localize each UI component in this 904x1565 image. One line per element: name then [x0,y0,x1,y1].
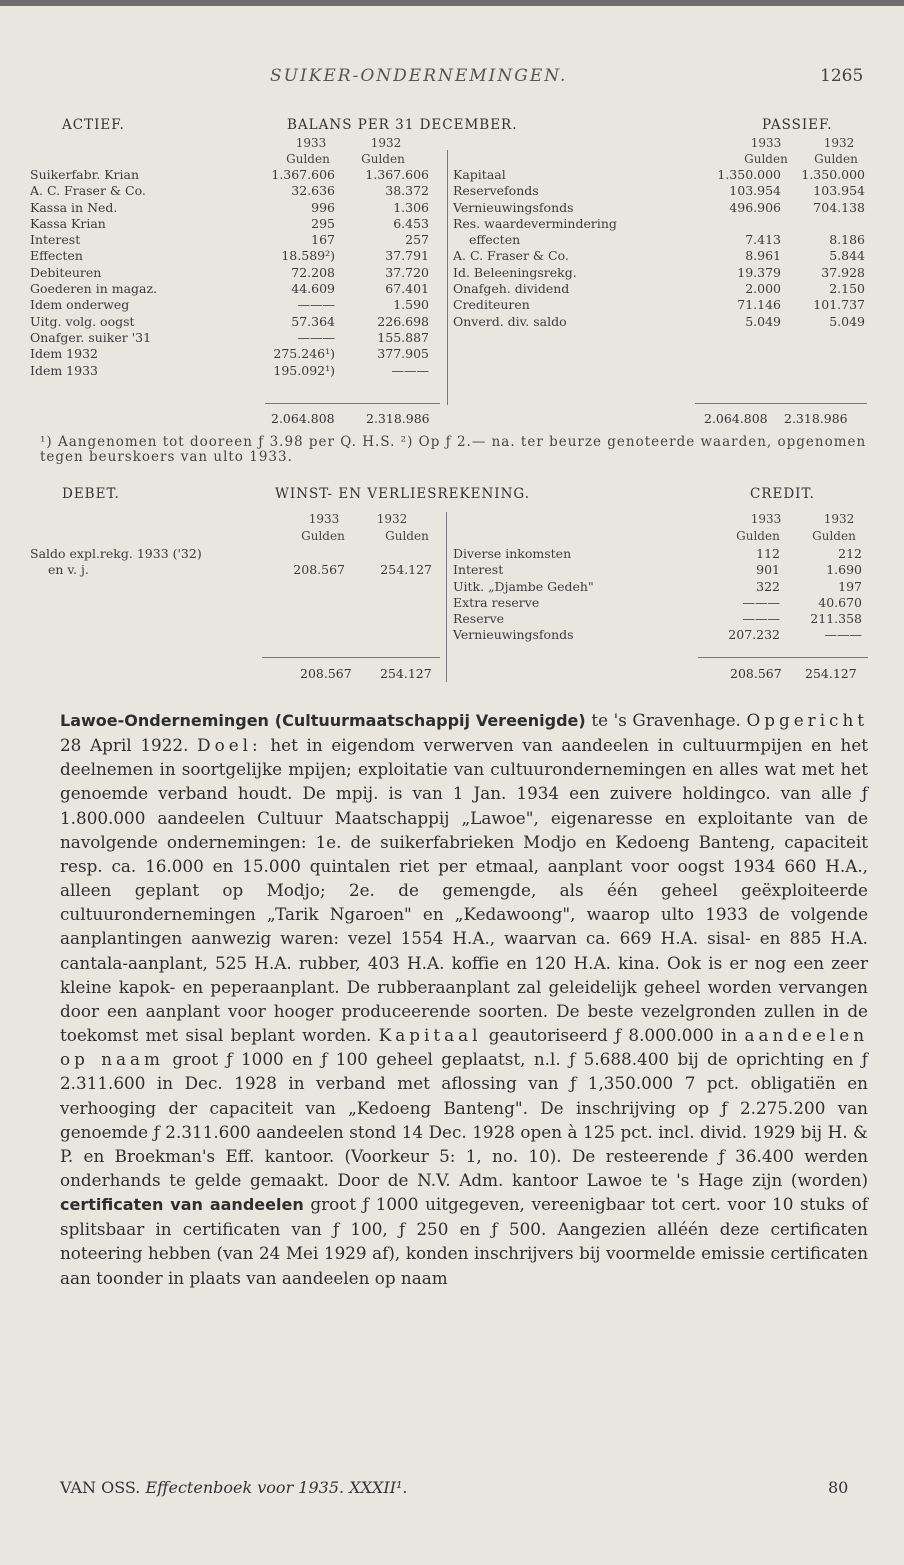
page-top-edge [0,0,904,6]
table-row: Interest 901 1.690 [453,562,862,578]
credit-unit-1933: Gulden [736,529,780,543]
table-row: Reservefonds 103.954 103.954 [453,183,865,199]
passief-total-1933: 2.064.808 [704,411,768,426]
company-name: Lawoe-Ondernemingen (Cultuurmaatschappij Vereenigde) [60,711,586,730]
doel-label: Doel: [197,735,262,756]
running-head [0,66,904,90]
footer-page: 80 [828,1478,849,1497]
actief-unit-1932: Gulden [361,152,405,166]
table-row: Kapitaal 1.350.000 1.350.000 [453,167,865,182]
opgericht-label: Opgericht [746,710,869,730]
passief-label: PASSIEF. [762,117,833,133]
table-row: Onverd. div. saldo 5.049 5.049 [453,313,865,329]
table-row: effecten 7.413 8.186 [469,232,865,248]
table-row: Saldo expl.rekg. 1933 ('32) [30,546,202,561]
passief-year-1933: 1933 [750,136,782,150]
passief-unit-1933: Gulden [744,152,788,166]
table-row: Uitg. volg. oogst 57.364 226.698 [30,313,429,329]
table-row: Res. waardevermindering [453,215,617,231]
page-number: 1265 [820,66,864,86]
debet-label: DEBET. [62,486,120,502]
footer-author: VAN OSS. [60,1478,141,1497]
table-row: Goederen in magaz. 44.609 67.401 [30,281,429,297]
table-row: Crediteuren 71.146 101.737 [453,297,865,313]
table-row: Debiteuren 72.208 37.720 [30,264,429,280]
actief-label: ACTIEF. [62,117,125,133]
certificaten-label: certificaten van aandeelen [60,1195,304,1215]
credit-label: CREDIT. [750,486,815,502]
table-row: Vernieuwingsfonds 496.906 704.138 [453,199,865,215]
table-row: Idem 1933 195.092¹) ——— [30,362,429,378]
table-row: Uitk. „Djambe Gedeh" 322 197 [453,578,862,594]
table-row: Extra reserve ——— 40.670 [453,594,862,610]
table-row: Onafgeh. dividend 2.000 2.150 [453,281,865,297]
debet-total-rule [262,657,440,658]
table-row: Id. Beleeningsrekg. 19.379 37.928 [453,264,865,280]
passief-total-1932: 2.318.986 [784,411,848,426]
table-row: A. C. Fraser & Co. 8.961 5.844 [453,248,865,264]
actief-unit-1933: Gulden [286,152,330,166]
page-footer [0,1478,904,1502]
credit-total-1932: 254.127 [805,666,857,681]
table-row: Idem 1932 275.246¹) 377.905 [30,346,429,362]
actief-year-1932: 1932 [370,136,402,150]
debet-total-1932: 254.127 [380,666,432,681]
running-title: SUIKER-ONDERNEMINGEN. [270,66,568,86]
table-row: Diverse inkomsten 112 212 [453,546,862,561]
passief-total-rule [695,403,867,404]
actief-total-1932: 2.318.986 [366,411,430,426]
balance-footnote: ¹) Aangenomen tot dooreen ƒ 3.98 per Q. H.S. ²) Op ƒ 2.— na. ter beurze genoteerde waarden, opgenomen tegen beurskoers van ulto 1933. [40,434,867,465]
table-row: en v. j. 208.567 254.127 [48,562,432,578]
table-row: Kassa Krian 295 6.453 [30,215,429,231]
table-row: Idem onderweg ——— 1.590 [30,297,429,313]
passief-year-1932: 1932 [823,136,855,150]
credit-total-1933: 208.567 [730,666,782,681]
actief-total-rule [265,403,440,404]
debet-year-1932: 1932 [376,512,408,526]
debet-year-1933: 1933 [308,512,340,526]
table-row: Vernieuwingsfonds 207.232 ——— [453,627,862,643]
table-row: Suikerfabr. Krian 1.367.606 1.367.606 [30,167,429,182]
actief-year-1933: 1933 [295,136,327,150]
passief-table [453,167,871,330]
actief-table [30,167,435,379]
credit-unit-1932: Gulden [812,529,856,543]
debet-table [30,546,440,579]
pl-title: WINST- EN VERLIESREKENING. [275,486,531,502]
debet-unit-1932: Gulden [385,529,429,543]
pl-divider [446,512,447,682]
company-description: Lawoe-Ondernemingen (Cultuurmaatschappij Vereenigde) te 's Gravenhage. Opgericht 28 April 1922. Doel: het in eigendom verwerven van aandeelen in cultuurmpijen en het deelnemen in soortgelijke mpijen; exploitatie van cultuurondernemingen en alles wat met het genoemde verband houdt. De mpij. is van 1 Jan. 1934 een zuivere holdingco. van alle ƒ 1.800.000 aandeelen Cultuur Maatschappij „Lawoe", eigenaresse en exploitante van de navolgende ondernemingen: 1e. de suikerfabrieken Modjo en Kedoeng Banteng, capaciteit resp. ca. 16.000 en 15.000 quintalen riet per etmaal, aanplant voor oogst 1934 660 H.A., alleen geplant op Modjo; 2e. de gemengde, als één geheel geëxploiteerde cultuurondernemingen „Tarik Ngaroen" en „Kedawoong", waarop ulto 1933 de volgende aanplantingen aanwezig waren: vezel 1554 H.A., waarvan ca. 669 H.A. sisal- en 885 H.A. cantala-aanplant, 525 H.A. rubber, 403 H.A. koffie en 120 H.A. kina. Ook is er nog een zeer kleine kapok- en peperaanplant. De rubberaanplant zal geleidelijk geheel worden vervangen door een aanplant voor hooger produceerende soorten. De beste vezelgronden zullen in de toekomst met sisal beplant worden. Kapitaal geautoriseerd ƒ 8.000.000 in aandeelen op naam groot ƒ 1000 en ƒ 100 geheel geplaatst, n.l. ƒ 5.688.400 bij de oprichting en ƒ 2.311.600 in Dec. 1928 in verband met aflossing van ƒ 1,350.000 7 pct. obligatiën en verhooging der capaciteit van „Kedoeng Banteng". De inschrijving op ƒ 2.275.200 van genoemde ƒ 2.311.600 aandeelen stond 14 Dec. 1928 open à 125 pct. incl. divid. 1929 bij H. & P. en Broekman's Eff. kantoor. (Voorkeur 5: 1, no. 10). De resteerende ƒ 36.400 werden onderhands te gelde gemaakt. Door de N.V. Adm. kantoor Lawoe te 's Hage zijn (worden) certificaten van aandeelen groot ƒ 1000 uitgegeven, vereenigbaar tot cert. voor 10 stuks of splitsbaar in certificaten van ƒ 100, ƒ 250 en ƒ 500. Aangezien alléén deze certificaten noteering hebben (van 24 Mei 1929 af), konden inschrijvers bij voormelde emissie certificaten aan toonder in plaats van aandeelen op naam [60,710,869,1288]
credit-year-1933: 1933 [750,512,782,526]
balance-divider [447,150,448,405]
table-row: Effecten 18.589²) 37.791 [30,248,429,264]
table-row: Onafger. suiker '31 ——— 155.887 [30,329,429,345]
table-row: Kassa in Ned. 996 1.306 [30,199,429,215]
debet-total-1933: 208.567 [300,666,352,681]
table-row: Reserve ——— 211.358 [453,611,862,627]
credit-table [453,546,868,644]
aandeelen-op-naam-label: aandeelen op naam [60,1025,868,1070]
kapitaal-label: Kapitaal [378,1025,482,1046]
credit-total-rule [698,657,868,658]
debet-unit-1933: Gulden [301,529,345,543]
actief-total-1933: 2.064.808 [271,411,335,426]
table-row: Interest 167 257 [30,232,429,248]
credit-year-1932: 1932 [823,512,855,526]
footer-volume: XXXII¹. [349,1478,408,1497]
footer-book: Effectenboek voor 1935. [145,1478,345,1497]
passief-unit-1932: Gulden [814,152,858,166]
table-row: A. C. Fraser & Co. 32.636 38.372 [30,183,429,199]
balance-title: BALANS PER 31 DECEMBER. [287,117,518,133]
